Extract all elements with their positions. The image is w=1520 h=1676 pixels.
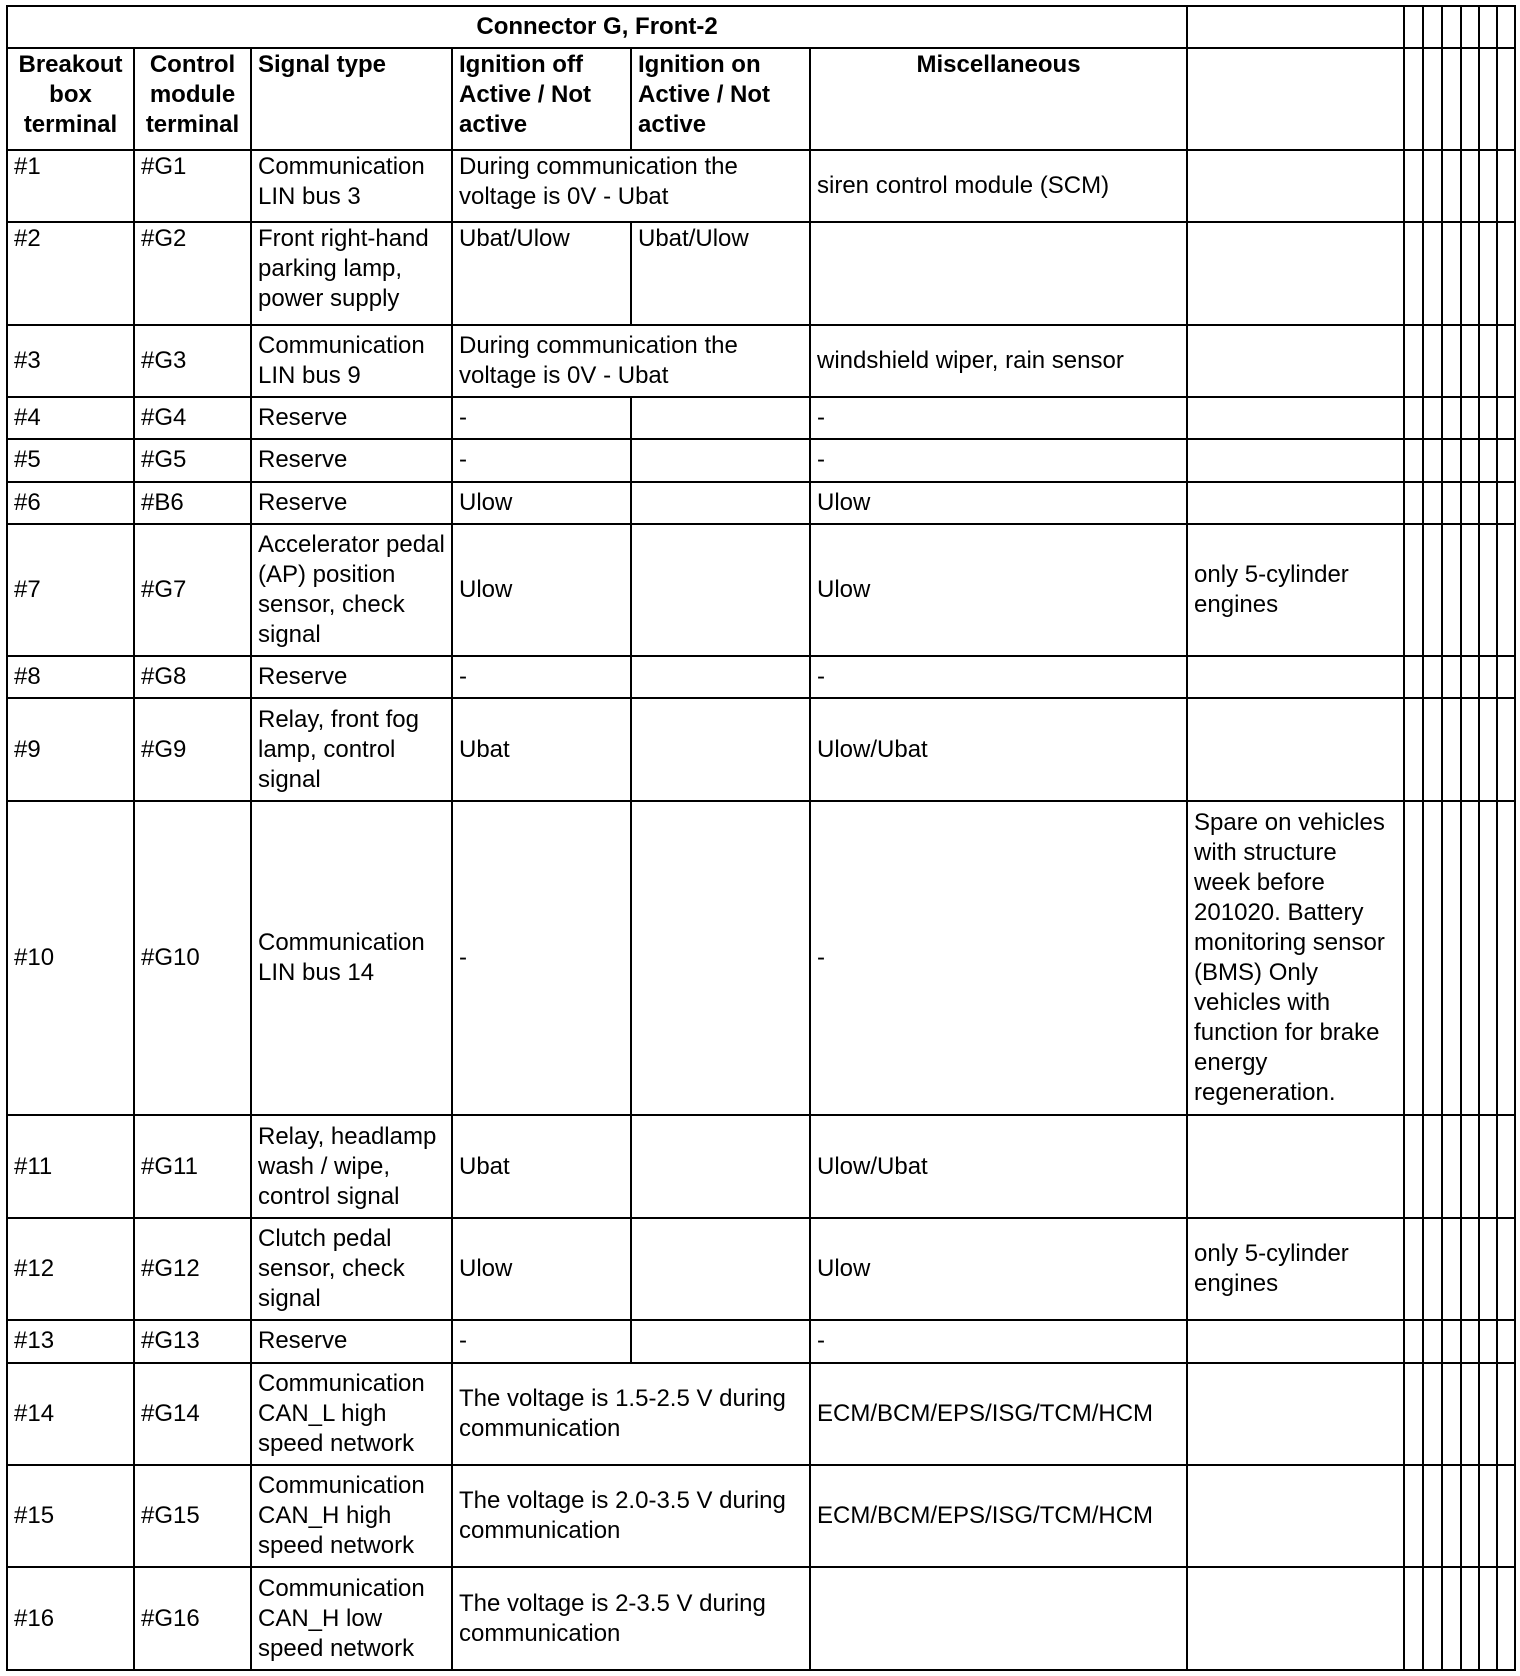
table-row: [7, 150, 1515, 222]
ignition-off-cell: -: [452, 801, 631, 1115]
blank-cell: [1442, 698, 1461, 800]
misc-cell: Ulow/Ubat: [810, 1115, 1187, 1217]
blank-cell: [1461, 656, 1479, 698]
blank-cell: [1404, 397, 1423, 439]
note-cell: [1187, 150, 1404, 222]
blank-cell: [1497, 1465, 1515, 1567]
blank-cell: [1479, 397, 1497, 439]
note-cell: [1187, 482, 1404, 524]
blank-cell: [1461, 482, 1479, 524]
breakout-terminal-cell: #6: [7, 482, 134, 524]
blank-cell: [1461, 1363, 1479, 1465]
ignition-on-cell: [631, 439, 810, 481]
misc-cell: siren control module (SCM): [810, 150, 1187, 222]
breakout-terminal-cell: #15: [7, 1465, 134, 1567]
signal-type-cell: Communication LIN bus 9: [251, 325, 452, 397]
blank-cell: [1442, 6, 1461, 48]
ignition-off-cell: Ubat: [452, 698, 631, 800]
breakout-terminal-cell: #14: [7, 1363, 134, 1465]
blank-cell: [1442, 801, 1461, 1115]
ignition-off-cell: -: [452, 439, 631, 481]
note-cell: Spare on vehicles with structure week before 201020. Battery monitoring sensor (BMS) Only vehicles with function for brake energy regeneration.: [1187, 801, 1404, 1115]
blank-cell: [1497, 1567, 1515, 1670]
blank-cell: [1442, 325, 1461, 397]
note-cell: [1187, 1363, 1404, 1465]
breakout-terminal-cell: #4: [7, 397, 134, 439]
blank-cell: [1497, 524, 1515, 657]
control-terminal-cell: #G9: [134, 698, 251, 800]
blank-cell: [1442, 1320, 1461, 1362]
signal-type-cell: Reserve: [251, 439, 452, 481]
misc-cell: -: [810, 656, 1187, 698]
table-row: [7, 1218, 1515, 1320]
connector-pinout-table: [6, 5, 1516, 1671]
table-row: [7, 1567, 1515, 1670]
breakout-terminal-cell: #3: [7, 325, 134, 397]
blank-cell: [1497, 801, 1515, 1115]
blank-cell: [1497, 6, 1515, 48]
ignition-off-cell: -: [452, 656, 631, 698]
control-terminal-cell: #G8: [134, 656, 251, 698]
blank-cell: [1442, 150, 1461, 222]
table-row: [7, 439, 1515, 481]
blank-cell: [1461, 1320, 1479, 1362]
ignition-off-cell: Ubat/Ulow: [452, 222, 631, 324]
blank-cell: [1442, 482, 1461, 524]
blank-cell: [1497, 1115, 1515, 1217]
ignition-off-cell: -: [452, 1320, 631, 1362]
blank-cell: [1461, 325, 1479, 397]
note-cell: [1187, 325, 1404, 397]
blank-cell: [1442, 524, 1461, 657]
signal-type-cell: Communication CAN_H low speed network: [251, 1567, 452, 1670]
misc-cell: windshield wiper, rain sensor: [810, 325, 1187, 397]
note-cell: only 5-cylinder engines: [1187, 1218, 1404, 1320]
blank-cell: [1404, 656, 1423, 698]
breakout-terminal-cell: #7: [7, 524, 134, 657]
table-row: [7, 698, 1515, 800]
blank-cell: [1442, 1363, 1461, 1465]
blank-cell: [1479, 1465, 1497, 1567]
blank-cell: [1423, 1320, 1442, 1362]
blank-cell: [1442, 439, 1461, 481]
blank-cell: [1497, 656, 1515, 698]
table-row: [7, 325, 1515, 397]
blank-cell: [1442, 1465, 1461, 1567]
ignition-off-cell: Ulow: [452, 482, 631, 524]
blank-cell: [1404, 222, 1423, 324]
blank-cell: [1423, 439, 1442, 481]
breakout-terminal-cell: #10: [7, 801, 134, 1115]
blank-cell: [1423, 397, 1442, 439]
blank-cell: [1497, 1363, 1515, 1465]
ignition-value-cell: The voltage is 1.5-2.5 V during communication: [452, 1363, 810, 1465]
ignition-on-cell: [631, 397, 810, 439]
ignition-on-cell: [631, 1320, 810, 1362]
blank-cell: [1423, 801, 1442, 1115]
table-row: [7, 397, 1515, 439]
signal-type-cell: Reserve: [251, 656, 452, 698]
misc-cell: Ulow: [810, 524, 1187, 657]
breakout-terminal-cell: #11: [7, 1115, 134, 1217]
blank-cell: [1442, 1218, 1461, 1320]
header-ignition-off: Ignition off Active / Not active: [452, 48, 631, 150]
control-terminal-cell: #G5: [134, 439, 251, 481]
header-miscellaneous: Miscellaneous: [810, 48, 1187, 150]
signal-type-cell: Front right-hand parking lamp, power supply: [251, 222, 452, 324]
blank-cell: [1423, 482, 1442, 524]
blank-cell: [1479, 150, 1497, 222]
blank-cell: [1479, 6, 1497, 48]
blank-cell: [1479, 1567, 1497, 1670]
breakout-terminal-cell: #1: [7, 150, 134, 222]
blank-cell: [1404, 48, 1423, 150]
header-ignition-on: Ignition on Active / Not active: [631, 48, 810, 150]
connector-title: Connector G, Front-2: [7, 6, 1187, 48]
blank-cell: [1461, 1115, 1479, 1217]
signal-type-cell: Communication CAN_L high speed network: [251, 1363, 452, 1465]
signal-type-cell: Relay, headlamp wash / wipe, control signal: [251, 1115, 452, 1217]
table-row: [7, 524, 1515, 657]
misc-cell: [810, 222, 1187, 324]
breakout-terminal-cell: #2: [7, 222, 134, 324]
blank-cell: [1497, 325, 1515, 397]
blank-cell: [1461, 48, 1479, 150]
ignition-off-cell: Ubat: [452, 1115, 631, 1217]
blank-cell: [1423, 698, 1442, 800]
blank-cell: [1423, 6, 1442, 48]
ignition-on-cell: [631, 1115, 810, 1217]
breakout-terminal-cell: #12: [7, 1218, 134, 1320]
blank-cell: [1497, 439, 1515, 481]
blank-cell: [1479, 698, 1497, 800]
ignition-on-cell: [631, 656, 810, 698]
ignition-off-cell: Ulow: [452, 524, 631, 657]
note-cell: only 5-cylinder engines: [1187, 524, 1404, 657]
signal-type-cell: Communication LIN bus 3: [251, 150, 452, 222]
misc-cell: -: [810, 1320, 1187, 1362]
blank-cell: [1461, 397, 1479, 439]
blank-cell: [1479, 656, 1497, 698]
control-terminal-cell: #G2: [134, 222, 251, 324]
signal-type-cell: Communication CAN_H high speed network: [251, 1465, 452, 1567]
blank-cell: [1404, 698, 1423, 800]
blank-cell: [1461, 150, 1479, 222]
ignition-off-cell: Ulow: [452, 1218, 631, 1320]
ignition-on-cell: [631, 482, 810, 524]
blank-cell: [1497, 48, 1515, 150]
blank-cell: [1404, 150, 1423, 222]
note-cell: [1187, 222, 1404, 324]
blank-cell: [1404, 325, 1423, 397]
note-cell: [1187, 1465, 1404, 1567]
blank-cell: [1461, 6, 1479, 48]
blank-cell: [1404, 1363, 1423, 1465]
ignition-on-cell: Ubat/Ulow: [631, 222, 810, 324]
blank-cell: [1442, 656, 1461, 698]
blank-cell: [1479, 1115, 1497, 1217]
table-row: [7, 1465, 1515, 1567]
table-row: [7, 1320, 1515, 1362]
breakout-terminal-cell: #8: [7, 656, 134, 698]
breakout-terminal-cell: #5: [7, 439, 134, 481]
blank-cell: [1461, 698, 1479, 800]
misc-cell: -: [810, 439, 1187, 481]
control-terminal-cell: #G1: [134, 150, 251, 222]
blank-cell: [1423, 1115, 1442, 1217]
misc-cell: Ulow: [810, 482, 1187, 524]
blank-cell: [1404, 1567, 1423, 1670]
table-row: [7, 1363, 1515, 1465]
connector-table-sheet: [6, 5, 1514, 1671]
blank-cell: [1404, 439, 1423, 481]
control-terminal-cell: #G13: [134, 1320, 251, 1362]
control-terminal-cell: #G16: [134, 1567, 251, 1670]
blank-cell: [1404, 1465, 1423, 1567]
blank-cell: [1442, 48, 1461, 150]
blank-cell: [1404, 1320, 1423, 1362]
ignition-value-cell: The voltage is 2.0-3.5 V during communication: [452, 1465, 810, 1567]
blank-cell: [1423, 524, 1442, 657]
blank-cell: [1423, 1218, 1442, 1320]
signal-type-cell: Reserve: [251, 1320, 452, 1362]
blank-cell: [1404, 524, 1423, 657]
note-cell: [1187, 1320, 1404, 1362]
blank-cell: [1442, 222, 1461, 324]
blank-cell: [1479, 325, 1497, 397]
control-terminal-cell: #G14: [134, 1363, 251, 1465]
title-row: [7, 6, 1515, 48]
blank-cell: [1479, 48, 1497, 150]
control-terminal-cell: #G3: [134, 325, 251, 397]
table-row: [7, 801, 1515, 1115]
blank-cell: [1404, 482, 1423, 524]
blank-cell: [1404, 6, 1423, 48]
blank-cell: [1497, 698, 1515, 800]
blank-cell: [1479, 801, 1497, 1115]
signal-type-cell: Reserve: [251, 482, 452, 524]
signal-type-cell: Accelerator pedal (AP) position sensor, check signal: [251, 524, 452, 657]
header-breakout-terminal: Breakout box terminal: [7, 48, 134, 150]
control-terminal-cell: #G7: [134, 524, 251, 657]
note-cell: [1187, 698, 1404, 800]
ignition-on-cell: [631, 1218, 810, 1320]
signal-type-cell: Relay, front fog lamp, control signal: [251, 698, 452, 800]
misc-cell: Ulow/Ubat: [810, 698, 1187, 800]
blank-cell: [1461, 524, 1479, 657]
blank-cell: [1442, 397, 1461, 439]
ignition-off-cell: -: [452, 397, 631, 439]
blank-cell: [1442, 1115, 1461, 1217]
header-row: [7, 48, 1515, 150]
breakout-terminal-cell: #13: [7, 1320, 134, 1362]
blank-cell: [1497, 397, 1515, 439]
control-terminal-cell: #G15: [134, 1465, 251, 1567]
breakout-terminal-cell: #16: [7, 1567, 134, 1670]
blank-cell: [1479, 222, 1497, 324]
blank-cell: [1404, 1115, 1423, 1217]
control-terminal-cell: #G10: [134, 801, 251, 1115]
blank-cell: [1187, 6, 1404, 48]
blank-cell: [1497, 150, 1515, 222]
ignition-value-cell: During communication the voltage is 0V - Ubat: [452, 150, 810, 222]
blank-cell: [1423, 325, 1442, 397]
blank-cell: [1479, 482, 1497, 524]
blank-cell: [1423, 1567, 1442, 1670]
blank-cell: [1423, 150, 1442, 222]
table-row: [7, 1115, 1515, 1217]
breakout-terminal-cell: #9: [7, 698, 134, 800]
blank-cell: [1461, 801, 1479, 1115]
note-cell: [1187, 439, 1404, 481]
table-row: [7, 656, 1515, 698]
blank-cell: [1479, 439, 1497, 481]
misc-cell: -: [810, 397, 1187, 439]
blank-cell: [1497, 1320, 1515, 1362]
control-terminal-cell: #G12: [134, 1218, 251, 1320]
blank-cell: [1404, 801, 1423, 1115]
signal-type-cell: Communication LIN bus 14: [251, 801, 452, 1115]
blank-cell: [1461, 1567, 1479, 1670]
blank-cell: [1423, 48, 1442, 150]
blank-cell: [1423, 1465, 1442, 1567]
note-cell: [1187, 397, 1404, 439]
blank-cell: [1404, 1218, 1423, 1320]
misc-cell: ECM/BCM/EPS/ISG/TCM/HCM: [810, 1363, 1187, 1465]
note-cell: [1187, 1567, 1404, 1670]
blank-cell: [1423, 1363, 1442, 1465]
control-terminal-cell: #G11: [134, 1115, 251, 1217]
blank-cell: [1442, 1567, 1461, 1670]
blank-cell: [1461, 222, 1479, 324]
blank-cell: [1479, 524, 1497, 657]
ignition-on-cell: [631, 524, 810, 657]
blank-cell: [1461, 1218, 1479, 1320]
blank-cell: [1497, 222, 1515, 324]
note-cell: [1187, 1115, 1404, 1217]
blank-cell: [1497, 1218, 1515, 1320]
blank-cell: [1423, 222, 1442, 324]
ignition-value-cell: During communication the voltage is 0V - Ubat: [452, 325, 810, 397]
control-terminal-cell: #B6: [134, 482, 251, 524]
ignition-value-cell: The voltage is 2-3.5 V during communication: [452, 1567, 810, 1670]
table-row: [7, 482, 1515, 524]
table-row: [7, 222, 1515, 324]
header-signal-type: Signal type: [251, 48, 452, 150]
blank-cell: [1187, 48, 1404, 150]
blank-cell: [1461, 439, 1479, 481]
blank-cell: [1461, 1465, 1479, 1567]
blank-cell: [1479, 1218, 1497, 1320]
ignition-on-cell: [631, 698, 810, 800]
blank-cell: [1423, 656, 1442, 698]
blank-cell: [1497, 482, 1515, 524]
misc-cell: [810, 1567, 1187, 1670]
misc-cell: -: [810, 801, 1187, 1115]
blank-cell: [1479, 1320, 1497, 1362]
blank-cell: [1479, 1363, 1497, 1465]
misc-cell: Ulow: [810, 1218, 1187, 1320]
note-cell: [1187, 656, 1404, 698]
ignition-on-cell: [631, 801, 810, 1115]
signal-type-cell: Clutch pedal sensor, check signal: [251, 1218, 452, 1320]
control-terminal-cell: #G4: [134, 397, 251, 439]
header-control-module-terminal: Control module terminal: [134, 48, 251, 150]
signal-type-cell: Reserve: [251, 397, 452, 439]
misc-cell: ECM/BCM/EPS/ISG/TCM/HCM: [810, 1465, 1187, 1567]
